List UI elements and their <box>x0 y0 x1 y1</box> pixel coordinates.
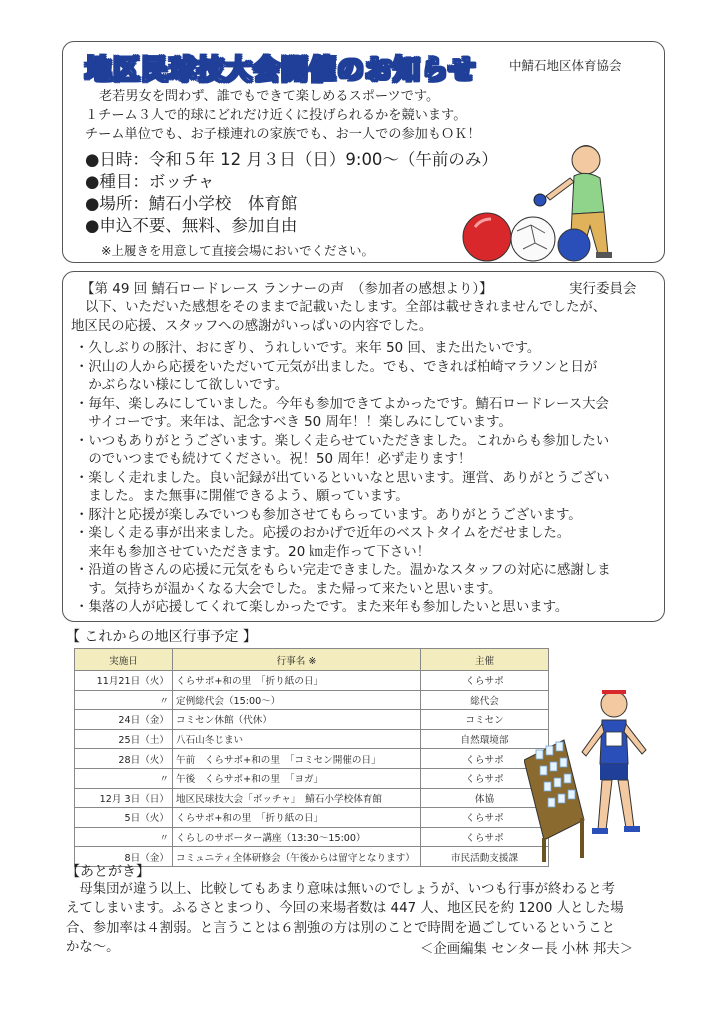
row-event: 地区民球技大会「ボッチャ」 鯖石小学校体育館 <box>173 788 421 808</box>
comment-line: す。気持ちが温かくなる大会でした。また帰って来たいと思います。 <box>75 581 502 597</box>
row-date: 11月21日（火） <box>75 671 173 691</box>
notice-datetime: ●日時：令和５年 12 月３日（日）9:00～（午前のみ） <box>85 150 498 169</box>
table-row <box>75 690 549 710</box>
schedule-heading: 【 これからの地区行事予定 】 <box>66 629 257 645</box>
comment-line: ・いつもありがとうございます。楽しく走らせていただきました。これからも参加したい <box>75 433 610 449</box>
column-header-event: 行事名 ※ <box>173 649 421 671</box>
row-host: くらサポ <box>421 808 549 828</box>
comment-line: 来年も参加させていただきます。20 ㎞走作って下さい！ <box>75 544 430 560</box>
road-race-intro-2: 地区民の応援、スタッフへの感謝がいっぱいの内容でした。 <box>71 319 433 334</box>
row-event: 午前 くらサポ+和の里 「コミセン開催の日」 <box>173 749 421 769</box>
afterword-line: 合、参加率は４割弱。と言うことは６割強の方は別のことで時間を過ごしているということ <box>66 920 616 936</box>
table-row <box>75 710 549 730</box>
notice-event-type: ●種目：ボッチャ <box>85 172 215 191</box>
table-row <box>75 749 549 769</box>
row-date: 8日（金） <box>75 847 173 867</box>
afterword-signature: ＜企画編集 センター長 小林 邦夫＞ <box>420 942 634 957</box>
comment-line: サイコーです。来年は、記念すべき 50 周年！！楽しみにしています。 <box>75 415 512 430</box>
runner-water-table-illustration <box>524 680 664 865</box>
row-event: 定例総代会（15:00～） <box>173 690 421 710</box>
comment-line: ・集落の人が応援してくれて楽しかったです。また来年も参加したいと思います。 <box>75 600 569 615</box>
row-host: 自然環境部 <box>421 729 549 749</box>
row-host: くらサポ <box>421 827 549 847</box>
row-host: 総代会 <box>421 690 549 710</box>
row-date: 〃 <box>75 690 173 710</box>
road-race-box <box>62 271 665 622</box>
schedule-table <box>74 648 549 867</box>
table-row <box>75 788 549 808</box>
row-host: くらサポ <box>421 768 549 788</box>
table-row <box>75 671 549 691</box>
boccia-balls-illustration <box>461 205 611 265</box>
afterword-line: えてしまいます。ふるさとまつり、今回の来場者数は 447 人、地区民を約 1200 人とした場 <box>66 901 624 917</box>
row-event: コミセン休館（代休） <box>173 710 421 730</box>
blue-ball <box>558 229 590 261</box>
notice-intro-2: １チーム３人で的球にどれだけ近くに投げられるかを競います。 <box>85 108 467 123</box>
comment-line: ・豚汁と応援が楽しみでいつも参加させてもらっています。ありがとうございます。 <box>75 507 582 523</box>
schedule-header-row <box>75 649 549 671</box>
row-date: 〃 <box>75 827 173 847</box>
row-event: 午後 くらサポ+和の里 「ヨガ」 <box>173 768 421 788</box>
comment-line: ・久しぶりの豚汁、おにぎり、うれしいです。来年 50 回、また出たいです。 <box>75 341 541 356</box>
table-row <box>75 808 549 828</box>
table-row <box>75 827 549 847</box>
row-date: 28日（火） <box>75 749 173 769</box>
row-host: 体協 <box>421 788 549 808</box>
column-header-date: 実施日 <box>75 649 173 671</box>
comment-line: かぶらない様にして欲しいです。 <box>75 378 289 393</box>
comment-line: ・沿道の皆さんの応援に元気をもらい完走できました。温かなスタッフの対応に感謝しま <box>75 563 611 578</box>
notice-intro-1: 老若男女を問わず、誰でもできて楽しめるスポーツです。 <box>99 89 440 104</box>
road-race-intro-1: 以下、いただいた感想をそのままで記載いたします。全部は載せきれませんでしたが、 <box>85 300 607 315</box>
runner-comments <box>75 340 611 618</box>
notice-shoes-note: ※上履きを用意して直接会場においでください。 <box>101 243 374 258</box>
road-race-committee: 実行委員会 <box>569 281 637 297</box>
runner <box>582 690 646 834</box>
water-table <box>524 740 584 862</box>
row-event: 八石山冬じまい <box>173 729 421 749</box>
row-host: くらサポ <box>421 671 549 691</box>
afterword-line: かな～。 <box>66 940 120 956</box>
notice-venue: ●場所：鯖石小学校 体育館 <box>85 194 298 213</box>
comment-line: のでいつまでも続けてください。祝！50 周年！必ず走ります！ <box>75 452 472 467</box>
row-date: 24日（金） <box>75 710 173 730</box>
table-row <box>75 768 549 788</box>
notice-box <box>62 41 665 263</box>
row-date: 5日（火） <box>75 808 173 828</box>
column-header-host: 主催 <box>421 649 549 671</box>
row-date: 12月 3日（日） <box>75 788 173 808</box>
white-ball <box>511 217 555 261</box>
notice-organizer: 中鯖石地区体育協会 <box>509 58 622 73</box>
row-event: くらサポ+和の里 「折り紙の日」 <box>173 808 421 828</box>
row-date: 25日（土） <box>75 729 173 749</box>
row-host: コミセン <box>421 710 549 730</box>
afterword-line: 母集団が違う以上、比較してもあまり意味は無いのでしょうが、いつも行事が終わると考 <box>66 882 616 897</box>
comment-line: ・楽しく走れました。良い記録が出ているといいなと思います。運営、ありがとうござい <box>75 470 610 486</box>
row-host: くらサポ <box>421 749 549 769</box>
road-race-heading: 【第 49 回 鯖石ロードレース ランナーの声 （参加者の感想より）】 <box>81 281 493 297</box>
comment-line: ・毎年、楽しみにしていました。今年も参加できてよかったです。鯖石ロードレース大会 <box>75 396 609 412</box>
table-row <box>75 729 549 749</box>
comment-line: ました。また無事に開催できるよう、願っています。 <box>75 489 409 504</box>
row-event: くらしのサポーター講座（13:30～15:00） <box>173 827 421 847</box>
notice-title: 地区民球技大会開催のお知らせ <box>85 55 477 86</box>
row-event: くらサポ+和の里 「折り紙の日」 <box>173 671 421 691</box>
notice-admission: ●申込不要、無料、参加自由 <box>85 216 298 235</box>
row-event: コミュニティ全体研修会（午後からは留守となります） <box>173 847 421 867</box>
notice-intro-3: チーム単位でも、お子様連れの家族でも、お一人での参加もＯＫ！ <box>85 127 481 142</box>
comment-line: ・沢山の人から応援をいただいて元気が出ました。でも、できれば柏崎マラソンと日が <box>75 359 598 375</box>
row-host: 市民活動支援課 <box>421 847 549 867</box>
row-date: 〃 <box>75 768 173 788</box>
afterword-heading: 【あとがき】 <box>66 864 150 880</box>
comment-line: ・楽しく走る事が出来ました。応援のおかげで近年のベストタイムをだせました。 <box>75 526 571 541</box>
